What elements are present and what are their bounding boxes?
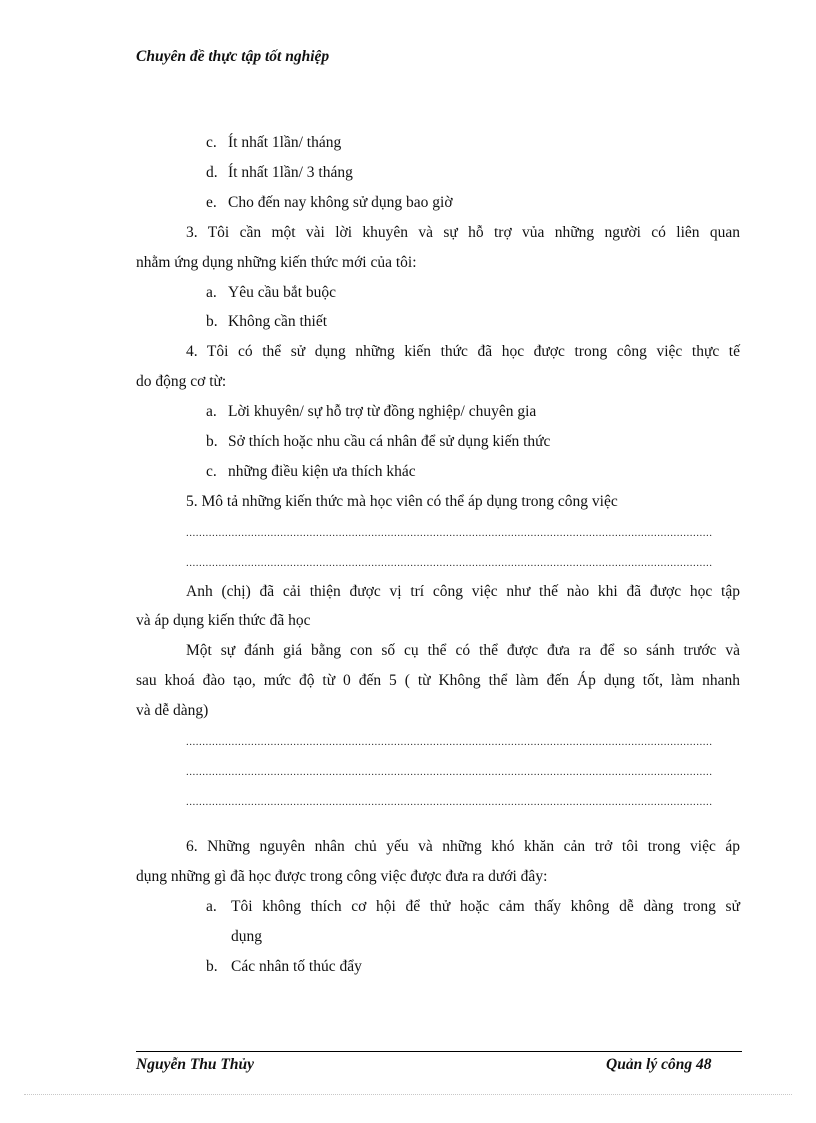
list-item-text: Ít nhất 1lần/ tháng: [228, 134, 342, 151]
page-header-title: Chuyên đề thực tập tốt nghiệp: [136, 48, 330, 65]
list-marker: a.: [206, 284, 217, 301]
list-marker: b.: [206, 313, 218, 330]
evaluation-line-3: và dễ dàng): [136, 702, 209, 719]
answer-dotted-line: ..................................................................................................................................................................: [186, 527, 713, 539]
improvement-question-line-2: và áp dụng kiến thức đã học: [136, 612, 311, 629]
list-item: [206, 134, 341, 152]
list-item: [206, 463, 416, 481]
list-item-text: Yêu cầu bắt buộc: [228, 284, 337, 301]
list-item: [206, 403, 536, 421]
evaluation-line-1: Một sự đánh giá bằng con số cụ thể có thể được đưa ra để so sánh trước và: [186, 642, 740, 659]
list-marker: a.: [206, 403, 217, 420]
list-item-text: Cho đến nay không sử dụng bao giờ: [228, 194, 453, 211]
list-item: [206, 284, 336, 302]
list-item-text: những điều kiện ưa thích khác: [228, 463, 416, 480]
list-item: [206, 194, 453, 212]
question-6-option-a-line-1: Tôi không thích cơ hội để thử hoặc cảm thấy không dễ dàng trong sử: [231, 898, 740, 915]
footer-divider: [136, 1051, 742, 1052]
question-3-line-2: nhằm ứng dụng những kiến thức mới của tôi:: [136, 254, 417, 271]
answer-dotted-line: ..................................................................................................................................................................: [186, 796, 713, 808]
list-item: [206, 433, 550, 451]
question-6-option-a-line-2: dụng: [231, 928, 262, 945]
list-item-text: Ít nhất 1lần/ 3 tháng: [228, 164, 353, 181]
list-item-text: Các nhân tố thúc đẩy: [231, 958, 362, 975]
list-marker: b.: [206, 958, 218, 975]
answer-dotted-line: ..................................................................................................................................................................: [186, 766, 713, 778]
list-marker: b.: [206, 433, 218, 450]
answer-dotted-line: ..................................................................................................................................................................: [186, 557, 713, 569]
question-6-line-1: 6. Những nguyên nhân chủ yếu và những khó khăn cản trở tôi trong việc áp: [186, 838, 740, 855]
page-bottom-edge: [24, 1094, 792, 1095]
list-item-text: Lời khuyên/ sự hỗ trợ từ đồng nghiệp/ chuyên gia: [228, 403, 537, 420]
question-5-line-1: 5. Mô tả những kiến thức mà học viên có thể áp dụng trong công việc: [186, 493, 618, 510]
list-item: [206, 958, 362, 976]
list-item: [206, 164, 353, 182]
question-4-line-1: 4. Tôi có thể sử dụng những kiến thức đã học được trong công việc thực tế: [186, 343, 740, 360]
list-marker: c.: [206, 134, 217, 151]
question-6-line-2: dụng những gì đã học được trong công việc được đưa ra dưới đây:: [136, 868, 548, 885]
list-item-text: Không cần thiết: [228, 313, 328, 330]
list-item-text: Sở thích hoặc nhu cầu cá nhân để sử dụng kiến thức: [228, 433, 551, 450]
question-3-line-1: 3. Tôi cần một vài lời khuyên và sự hỗ trợ vủa những người có liên quan: [186, 224, 740, 241]
list-marker: d.: [206, 164, 218, 181]
footer-class-page: Quản lý công 48: [606, 1056, 712, 1073]
footer-author: Nguyễn Thu Thủy: [136, 1056, 254, 1073]
list-marker: e.: [206, 194, 217, 211]
evaluation-line-2: sau khoá đào tạo, mức độ từ 0 đến 5 ( từ Không thể làm đến Áp dụng tốt, làm nhanh: [136, 672, 740, 689]
improvement-question-line-1: Anh (chị) đã cải thiện được vị trí công việc như thế nào khi đã được học tập: [186, 583, 740, 600]
answer-dotted-line: ..................................................................................................................................................................: [186, 736, 713, 748]
list-marker: c.: [206, 463, 217, 480]
list-item: [206, 313, 327, 331]
list-marker: a.: [206, 898, 217, 915]
question-4-line-2: do động cơ từ:: [136, 373, 227, 390]
